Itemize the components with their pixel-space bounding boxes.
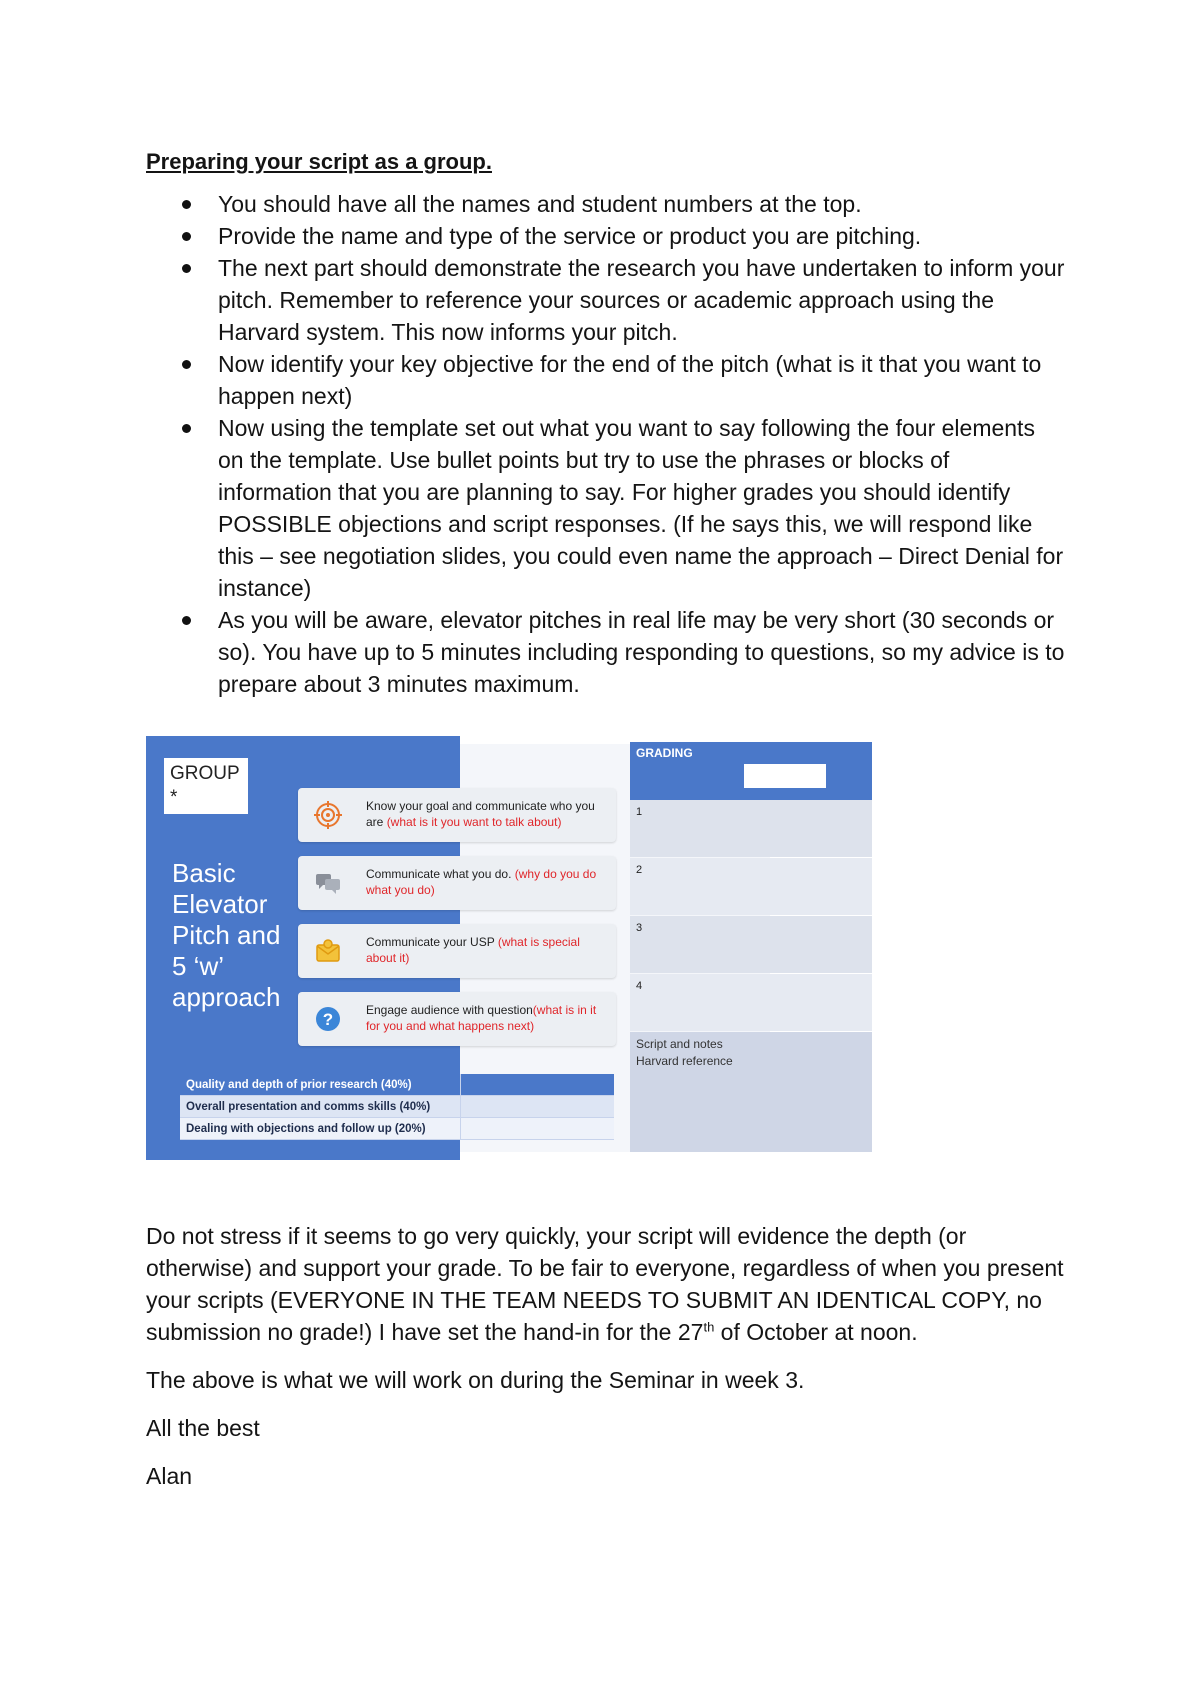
bullet-dot-icon [182, 360, 191, 369]
author-name: Alan [146, 1463, 193, 1489]
card-goal [298, 788, 616, 842]
list-item-text: Now identify your key objective for the end of the pitch (what is it that you want to happen next) [218, 351, 1042, 409]
ordinal-suffix: th [703, 1319, 715, 1335]
notes-line: Harvard reference [636, 1054, 733, 1068]
card-text [366, 1002, 610, 1034]
list-item [146, 220, 1066, 252]
list-item-text: Provide the name and type of the service or product you are pitching. [218, 223, 922, 249]
card-main-text: Communicate your USP [366, 935, 495, 949]
grading-row-number: 1 [636, 806, 643, 818]
criteria-value [460, 1074, 614, 1096]
group-box [164, 758, 248, 814]
table-row [180, 1096, 614, 1118]
grading-notes [630, 1032, 872, 1152]
grading-row-number: 2 [636, 864, 643, 876]
bullet-dot-icon [182, 232, 191, 241]
card-red-text: (what is in it for you and what happens next) [366, 1003, 597, 1033]
grading-row [630, 800, 872, 857]
card-text [366, 866, 610, 898]
notes-line: Script and notes [636, 1037, 723, 1051]
grading-row [630, 974, 872, 1031]
group-star: * [170, 787, 178, 808]
grading-row-number: 4 [636, 980, 643, 992]
list-item [146, 252, 1066, 348]
criteria-table [180, 1074, 614, 1140]
instructions-list [146, 188, 1066, 700]
grading-row [630, 858, 872, 915]
card-engage [298, 992, 616, 1046]
target-icon [314, 801, 342, 829]
chat-icon [314, 869, 342, 897]
list-item [146, 188, 1066, 220]
card-usp [298, 924, 616, 978]
grading-row-number: 3 [636, 922, 643, 934]
list-item [146, 412, 1066, 604]
criteria-label: Overall presentation and comms skills (40%) [180, 1096, 460, 1118]
criteria-value [460, 1096, 614, 1118]
sign-off: All the best [146, 1415, 260, 1441]
criteria-label: Quality and depth of prior research (40%) [180, 1074, 460, 1096]
criteria-value [460, 1118, 614, 1140]
bullet-dot-icon [182, 424, 191, 433]
table-row [180, 1074, 614, 1096]
instructions-section [146, 146, 1066, 700]
bullet-dot-icon [182, 264, 191, 273]
svg-text:?: ? [322, 1010, 334, 1029]
template-figure [146, 736, 872, 1160]
bullet-dot-icon [182, 200, 191, 209]
grading-panel [630, 742, 872, 1152]
card-red-text: (what is special about it) [366, 935, 580, 965]
grading-row [630, 916, 872, 973]
grading-title: GRADING [636, 746, 693, 760]
card-main-text: Engage audience with question [366, 1003, 533, 1017]
seminar-note: The above is what we will work on during the Seminar in week 3. [146, 1367, 805, 1393]
criteria-label: Dealing with objections and follow up (20%) [180, 1118, 460, 1140]
grading-header [630, 742, 872, 800]
table-row [180, 1118, 614, 1140]
card-red-text: (what is it you want to talk about) [386, 815, 562, 829]
envelope-icon [314, 937, 342, 965]
slide-title: Basic Elevator Pitch and 5 ‘w’ approach [172, 858, 281, 1012]
card-what [298, 856, 616, 910]
list-item-text: You should have all the names and student numbers at the top. [218, 191, 862, 217]
card-text [366, 798, 610, 830]
card-main-text: Communicate what you do. [366, 867, 512, 881]
card-text [366, 934, 610, 966]
list-item-text: As you will be aware, elevator pitches in real life may be very short (30 seconds or so). You have up to 5 minutes including responding to questions, so my advice is to prepare about 3 minutes maximum. [218, 607, 1065, 697]
group-label: GROUP [170, 763, 240, 784]
list-item-text: The next part should demonstrate the research you have undertaken to inform your pitch. Remember to reference your sources or academic approach using the Harvard system. This now informs your pitch. [218, 255, 1065, 345]
list-item [146, 604, 1066, 700]
list-item-text: Now using the template set out what you want to say following the four elements on the template. Use bullet points but try to use the phrases or blocks of information that you are planning to say. For higher grades you should identify POSSIBLE objections and script responses. (If he says this, we will respond like this – see negotiation slides, you could even name the approach – Direct Denial for instance) [218, 415, 1064, 601]
question-icon [314, 1005, 342, 1033]
card-main-text: Know your goal and communicate who you are [366, 799, 595, 829]
grade-box [744, 764, 826, 788]
closing-paragraph [146, 1220, 1066, 1348]
paragraph-text: Do not stress if it seems to go very quickly, your script will evidence the depth (or otherwise) and support your grade. To be fair to everyone, regardless of when you present your scripts (EVERYONE IN THE TEAM NEEDS TO SUBMIT AN IDENTICAL COPY, no submission no grade!) I have set the hand-in for the 27 [146, 1223, 1064, 1345]
list-item [146, 348, 1066, 412]
bullet-dot-icon [182, 616, 191, 625]
paragraph-text: of October at noon. [714, 1319, 918, 1345]
card-red-text: (why do you do what you do) [366, 867, 597, 897]
section-heading: Preparing your script as a group. [146, 149, 492, 174]
